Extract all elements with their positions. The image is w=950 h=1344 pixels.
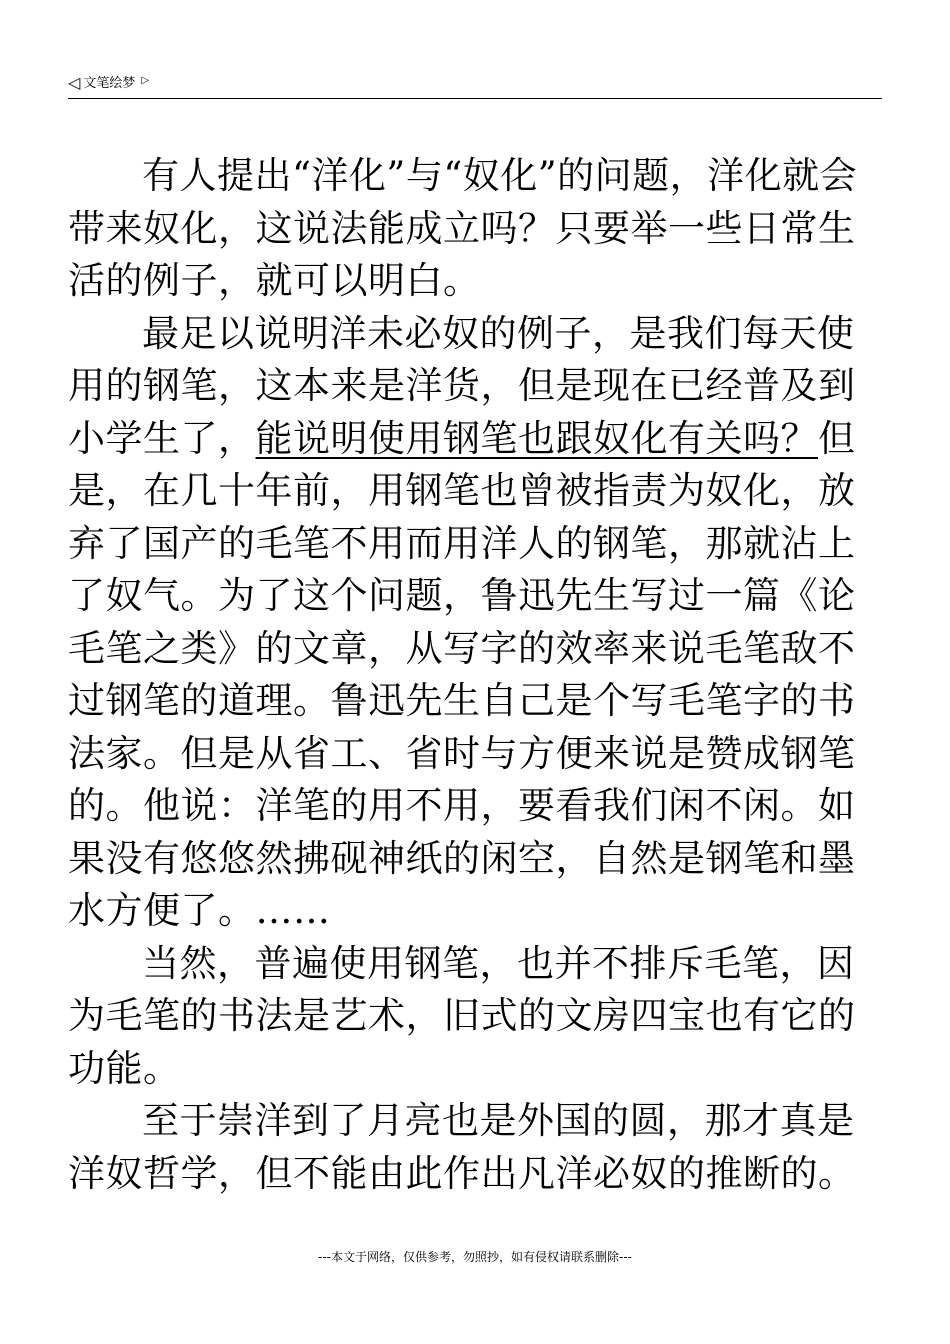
paragraph-1: 有人提出“洋化”与“奴化”的问题，洋化就会带来奴化，这说法能成立吗？只要举一些日常生活的例子，就可以明白。 [68,154,858,302]
triangle-right-icon: ▷ [141,75,150,86]
page-footer: ---本文于网络，仅供参考，勿照抄，如有侵权请联系删除--- [318,1250,632,1264]
paragraph-2-part-1: 最足以说明洋未必奴的例子，是我们每天使用的钢笔，这本来是洋货，但是现在已经普及到小学生了， [68,311,856,460]
paragraph-3: 当然，普遍使用钢笔，也并不排斥毛笔，因为毛笔的书法是艺术，旧式的文房四宝也有它的功能。 [68,941,856,1090]
header-title: 文笔绘梦 [83,76,136,91]
paragraph-2-part-2: 但是，在几十年前，用钢笔也曾被指责为奴化，放弃了国产的毛笔不用而用洋人的钢笔，那就沾上了奴气。为了这个问题，鲁迅先生写过一篇《论毛笔之类》的文章，从写字的效率来说毛笔敌不过钢笔的道理。鲁迅先生自己是个写毛笔字的书法家。但是从省工、省时与方便来说是赞成钢笔的。他说：洋笔的用不用，要看我们闲不闲。如果没有悠悠然拂砚神纸的闲空，自然是钢笔和墨水方便了。…… [68,416,856,932]
document-body [68,150,888,1200]
paragraph-4: 至于崇洋到了月亮也是外国的圆，那才真是洋奴哲学，但不能由此作出凡洋必奴的推断的。 [68,1099,856,1195]
underlined-question: 能说明使用钢笔也跟奴化有关吗？ [255,416,818,460]
triangle-left-icon: ◁ [68,73,81,92]
page-header [68,74,882,99]
paragraph-2 [68,308,888,938]
